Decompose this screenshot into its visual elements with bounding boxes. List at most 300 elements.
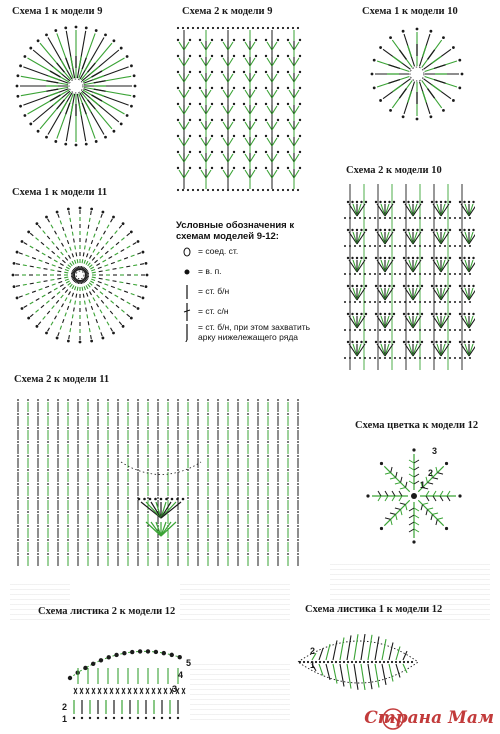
stitch-mark [289, 154, 294, 162]
chain-stitch [364, 245, 366, 247]
chain-stitch [237, 189, 239, 191]
chain-stitch [237, 441, 239, 443]
chain-stitch [177, 87, 179, 89]
chain-stitch [267, 27, 269, 29]
chain-stitch [388, 285, 390, 287]
stitch-mark [48, 328, 50, 331]
stitch-mark [437, 473, 443, 474]
chain-stitch [167, 553, 169, 555]
stitch-mark [66, 103, 70, 114]
stitch-mark [107, 225, 109, 228]
chain-stitch [335, 661, 337, 663]
stitch-mark [57, 292, 60, 295]
picot [154, 650, 158, 654]
chain-stitch [349, 301, 351, 303]
chain-stitch [375, 313, 377, 315]
chain-stitch [57, 539, 59, 541]
chain-stitch [255, 119, 257, 121]
chain-stitch [354, 329, 356, 331]
stitch-mark [133, 306, 136, 308]
chain-stitch [117, 469, 119, 471]
stitch-mark [245, 90, 250, 98]
stitch-mark [294, 138, 299, 146]
chain-stitch [37, 511, 39, 513]
stitch-mark [86, 261, 88, 264]
chain-stitch [199, 39, 201, 41]
chain-stitch [419, 273, 421, 275]
stitch-mark [72, 293, 73, 297]
chain-stitch [211, 71, 213, 73]
chain-stitch [37, 130, 40, 133]
chain-stitch [145, 262, 148, 265]
stitch-mark [414, 515, 419, 518]
stitch-mark [447, 496, 450, 501]
chain-stitch [117, 427, 119, 429]
chain-stitch [77, 413, 79, 415]
stitch-mark [228, 122, 233, 130]
chain-stitch [221, 151, 223, 153]
stitch-mark [127, 314, 130, 317]
chain-stitch [227, 427, 229, 429]
chain-stitch [211, 119, 213, 121]
stitch-mark [223, 42, 228, 50]
chain-stitch [403, 341, 405, 343]
chain-stitch [154, 498, 157, 501]
chain-stitch [57, 483, 59, 485]
chain-stitch [87, 553, 89, 555]
stitch-mark [201, 106, 206, 114]
chain-stitch [147, 553, 149, 555]
chain-stitch [404, 357, 406, 359]
stitch-mark [399, 50, 406, 60]
chain-stitch [444, 257, 446, 259]
chain-stitch [359, 329, 361, 331]
chain-stitch [403, 313, 405, 315]
stitch-mark [32, 258, 36, 259]
stitch-mark [92, 257, 95, 260]
chain-stitch [421, 229, 423, 231]
stitch-mark [104, 231, 106, 234]
chain-stitch [167, 469, 169, 471]
chain-stitch [444, 229, 446, 231]
stitch-mark [109, 257, 112, 259]
stitch-mark [71, 321, 72, 325]
chain-stitch [122, 325, 125, 328]
stitch-mark [106, 306, 109, 309]
stitch-mark [110, 311, 113, 314]
chain-stitch [27, 469, 29, 471]
chain-stitch [458, 59, 461, 62]
chain-arc [70, 651, 182, 678]
stitch-mark [408, 45, 412, 56]
stitch-mark [30, 314, 33, 317]
chain-stitch [257, 553, 259, 555]
chain-stitch [67, 553, 69, 555]
picot [114, 653, 118, 657]
chain-stitch [412, 341, 414, 343]
chain-stitch [221, 135, 223, 137]
stitch-mark [201, 74, 206, 82]
chain-stitch [233, 39, 235, 41]
stitch-mark [86, 307, 87, 311]
stitch-mark [24, 306, 27, 308]
stitch-mark [368, 664, 372, 689]
chain-stitch [177, 103, 179, 105]
chain-stitch [107, 469, 109, 471]
chain-stitch [277, 511, 279, 513]
chain-stitch [67, 525, 69, 527]
stitch-mark [137, 296, 141, 297]
chain-stitch [37, 553, 39, 555]
chain-stitch [57, 511, 59, 513]
stitch-mark [42, 295, 45, 297]
chain-stitch [272, 189, 274, 191]
chain-stitch [117, 441, 119, 443]
chain-stitch [217, 27, 219, 29]
chain-stitch [177, 151, 179, 153]
stitch-mark [396, 664, 400, 677]
chain-stitch [379, 245, 381, 247]
chain-stitch [407, 257, 409, 259]
stitch-mark [201, 42, 206, 50]
chain-stitch [233, 135, 235, 137]
chain-stitch [444, 301, 446, 303]
chain-stitch [444, 313, 446, 315]
chain-stitch [87, 539, 89, 541]
chain-stitch [267, 553, 269, 555]
stitch-mark [272, 122, 277, 130]
chain-stitch [199, 119, 201, 121]
stitch-mark [137, 253, 141, 254]
chain-stitch [227, 497, 229, 499]
chain-stitch [458, 87, 461, 90]
legend-item [176, 282, 326, 302]
chain-stitch [349, 245, 351, 247]
chain-stitch [157, 455, 159, 457]
stitch-mark [140, 286, 144, 287]
chain-stitch [127, 399, 129, 401]
chain-stitch [409, 245, 411, 247]
chain-stitch [107, 539, 109, 541]
chain-stitch [247, 469, 249, 471]
chain-stitch [97, 717, 99, 719]
chain-stitch [344, 301, 346, 303]
stitch-mark [223, 58, 228, 66]
chain-stitch [252, 189, 254, 191]
chain-stitch [287, 553, 289, 555]
chain-stitch [167, 441, 169, 443]
chain-stitch [17, 399, 19, 401]
stitch-mark [84, 260, 85, 264]
stitch-mark [389, 642, 393, 660]
chain-stitch [57, 469, 59, 471]
chain-stitch [299, 39, 301, 41]
stitch-mark [60, 220, 61, 224]
stitch-mark [19, 296, 23, 297]
stitch-mark [88, 263, 91, 266]
chain-stitch [384, 285, 386, 287]
chain-stitch [157, 413, 159, 415]
stitch-mark [437, 518, 443, 519]
stitch-mark [105, 296, 108, 299]
chain-stitch [277, 27, 279, 29]
chain-stitch [237, 469, 239, 471]
stitch-mark [52, 241, 55, 244]
chain-stitch [153, 717, 155, 719]
chain-stitch [412, 201, 414, 203]
stitch-mark [41, 242, 44, 245]
stitch-mark [333, 664, 337, 684]
chain-stitch [17, 525, 19, 527]
chain-stitch [187, 427, 189, 429]
chain-stitch [207, 455, 209, 457]
chain-stitch [356, 257, 358, 259]
stitch-mark [401, 477, 402, 483]
chain-stitch [85, 143, 88, 146]
stitch-mark [179, 122, 184, 130]
chain-stitch [384, 273, 386, 275]
stitch-mark [36, 310, 39, 313]
chain-stitch [442, 109, 445, 112]
stitch-mark [426, 491, 429, 496]
stitch-mark [65, 313, 66, 317]
chain-stitch [297, 553, 299, 555]
chain-stitch [384, 341, 386, 343]
chain-stitch [365, 257, 367, 259]
chain-stitch [130, 105, 133, 108]
chain-stitch [87, 469, 89, 471]
chain-stitch [237, 483, 239, 485]
chain-stitch [319, 661, 321, 663]
legend-item [176, 322, 326, 352]
chain-stitch [379, 257, 381, 259]
stitch-mark [206, 90, 211, 98]
chain-stitch [257, 441, 259, 443]
chain-stitch [468, 341, 470, 343]
stitch-mark [57, 271, 61, 272]
chain-stitch [267, 483, 269, 485]
chain-stitch [472, 341, 474, 343]
background-text [190, 660, 290, 720]
chain-stitch [113, 39, 116, 42]
row-number-3: 3 [432, 446, 438, 456]
chain-stitch [207, 413, 209, 415]
stitch-mark [250, 170, 255, 178]
chain-stitch [177, 441, 179, 443]
stitch-mark [272, 154, 277, 162]
watermark: Страна Мам [364, 708, 494, 728]
single-crochet-icon [180, 282, 194, 302]
chain-stitch [45, 332, 48, 335]
chain-stitch [394, 217, 396, 219]
chain-stitch [97, 553, 99, 555]
chain-stitch [199, 87, 201, 89]
chain-stitch [399, 329, 401, 331]
picot [138, 649, 142, 653]
stitch-mark [45, 262, 49, 263]
chain-stitch [444, 285, 446, 287]
stitch-mark [133, 284, 137, 285]
stitch-mark [340, 664, 344, 686]
chain-stitch [177, 511, 179, 513]
chain-stitch [379, 217, 381, 219]
stitch-mark [347, 664, 351, 689]
stitch-mark [179, 42, 184, 50]
chain-stitch [127, 483, 129, 485]
chain-stitch [287, 167, 289, 169]
stitch-mark [66, 267, 69, 269]
stitch-mark [409, 474, 414, 477]
chain-stitch [297, 189, 299, 191]
stitch-mark [201, 122, 206, 130]
chain-stitch [67, 340, 70, 343]
chain-stitch [147, 441, 149, 443]
chain-stitch [57, 413, 59, 415]
chain-stitch [463, 229, 465, 231]
stitch-mark [86, 253, 87, 257]
chain-stitch [57, 553, 59, 555]
chain-stitch [360, 257, 362, 259]
center-ring [411, 493, 417, 499]
chain-stitch [431, 229, 433, 231]
caption-leaf1-model12: Схема листика 1 к модели 12 [305, 604, 443, 615]
chain-stitch [37, 427, 39, 429]
stitch-mark [409, 508, 414, 511]
chain-stitch [468, 201, 470, 203]
stitch-mark [392, 496, 395, 501]
stitch-mark [25, 255, 29, 256]
chain-stitch [267, 497, 269, 499]
chain-stitch [87, 441, 89, 443]
chain-stitch [16, 251, 19, 254]
chain-stitch [145, 717, 147, 719]
chain-stitch [189, 151, 191, 153]
stitch-mark [294, 74, 299, 82]
stitch-mark [127, 302, 130, 304]
picot [146, 649, 150, 653]
chain-stitch [369, 217, 371, 219]
center-ring [76, 271, 84, 279]
row-number-2: 2 [62, 702, 68, 712]
chain-stitch [351, 661, 353, 663]
chain-stitch [463, 285, 465, 287]
chain-stitch [85, 26, 88, 29]
stitch-mark [60, 285, 63, 287]
stitch-mark [272, 58, 277, 66]
chain-stitch [287, 497, 289, 499]
chain-stitch [217, 441, 219, 443]
chain-stitch [77, 511, 79, 513]
chain-stitch [137, 399, 139, 401]
stitch-mark [67, 306, 68, 310]
chain-stitch [107, 413, 109, 415]
chain-stitch [29, 123, 32, 126]
chain-stitch [202, 27, 204, 29]
chain-stitch [267, 539, 269, 541]
stitch-mark [64, 272, 68, 273]
stitch-mark [78, 266, 79, 270]
stitch-mark [206, 42, 211, 50]
chain-stitch [147, 469, 149, 471]
chain-stitch [434, 357, 436, 359]
stitch-mark [406, 482, 407, 488]
chain-stitch [189, 119, 191, 121]
stitch-mark [354, 664, 358, 690]
stitch-mark [46, 89, 58, 91]
chain-stitch [287, 511, 289, 513]
stitch-mark [115, 316, 118, 319]
stitch-mark [206, 122, 211, 130]
stitch-mark [436, 519, 437, 525]
chain-stitch [431, 285, 433, 287]
stitch-mark [294, 58, 299, 66]
stitch-mark [382, 664, 386, 685]
chain-stitch [237, 455, 239, 457]
stitch-mark [124, 291, 128, 292]
stitch-mark [111, 219, 113, 222]
stitch-mark [76, 252, 77, 256]
chain-stitch [227, 469, 229, 471]
chain-stitch [57, 455, 59, 457]
stitch-mark [37, 267, 41, 268]
stitch-mark [267, 106, 272, 114]
chain-stitch [267, 511, 269, 513]
chain-stitch [177, 71, 179, 73]
stitch-mark [92, 277, 96, 278]
stitch-mark [89, 299, 90, 303]
chain-stitch [354, 217, 356, 219]
chain-stitch [389, 36, 392, 39]
stitch-mark [72, 232, 73, 236]
chain-stitch [403, 661, 405, 663]
chain-stitch [107, 483, 109, 485]
chain-stitch [409, 329, 411, 331]
stitch-mark [133, 243, 136, 245]
chain-stitch [47, 497, 49, 499]
chain-stitch [404, 217, 406, 219]
chain-stitch [287, 27, 289, 29]
chain-stitch [454, 329, 456, 331]
chain-stitch [117, 553, 119, 555]
picot [122, 651, 126, 655]
chain-stitch [393, 285, 395, 287]
chain-stitch [257, 469, 259, 471]
chain-stitch [126, 55, 129, 58]
chain-stitch [130, 231, 133, 234]
chain-stitch [37, 525, 39, 527]
chain-stitch [407, 229, 409, 231]
chain-stitch [217, 483, 219, 485]
stitch-mark [119, 282, 123, 283]
chain-stitch [192, 189, 194, 191]
caption-scheme1-model11: Схема 1 к модели 11 [12, 187, 108, 198]
chain-stitch [365, 341, 367, 343]
chain-stitch [374, 217, 376, 219]
chain-stitch [421, 313, 423, 315]
stitch-mark [206, 58, 211, 66]
chain-stitch [47, 455, 49, 457]
chain-stitch [463, 341, 465, 343]
stitch-mark [385, 473, 391, 474]
chain-stitch [384, 217, 386, 219]
stitch-mark [24, 243, 27, 245]
chain-stitch [134, 85, 137, 88]
chain-stitch [424, 329, 426, 331]
stitch-mark [44, 269, 48, 270]
chain-stitch [157, 399, 159, 401]
chain-stitch [255, 135, 257, 137]
chain-stitch [217, 189, 219, 191]
